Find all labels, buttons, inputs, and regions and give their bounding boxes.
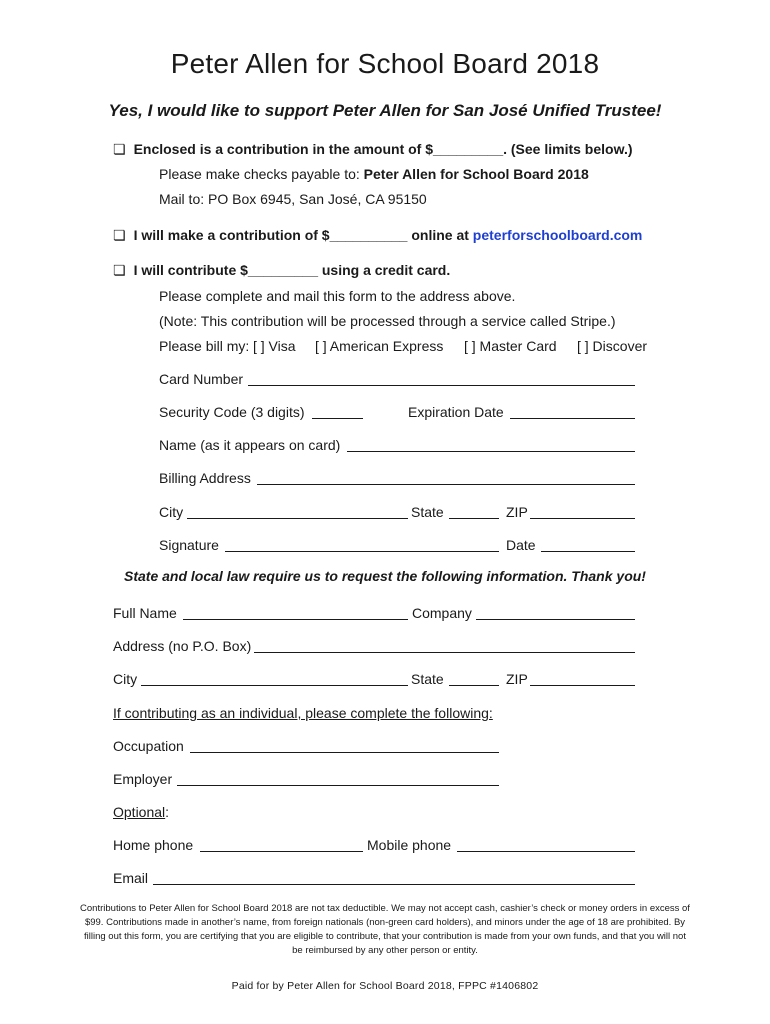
- security-code-label: Security Code (3 digits): [159, 404, 305, 420]
- billing-address-label: Billing Address: [159, 470, 251, 486]
- card-number-field[interactable]: [248, 385, 635, 386]
- company-field[interactable]: [476, 619, 635, 620]
- bill-label: Please bill my:: [159, 338, 250, 354]
- optional-label: Optional: [113, 804, 166, 820]
- city-label: City: [113, 671, 138, 687]
- zip-label: ZIP: [506, 671, 528, 687]
- signature-label: Signature: [159, 537, 219, 553]
- signature-field[interactable]: [225, 551, 499, 552]
- occupation-label: Occupation: [113, 738, 184, 754]
- employer-field[interactable]: [177, 785, 499, 786]
- card-number-label: Card Number: [159, 371, 244, 387]
- option-credit-text: I will contribute $_________ using a credit card.: [133, 262, 451, 278]
- mobile-phone-label: Mobile phone: [367, 837, 452, 853]
- cc-zip-field[interactable]: [530, 518, 635, 519]
- optional-colon: :: [165, 804, 170, 820]
- option-online-text: I will make a contribution of $__________ online at: [133, 227, 473, 243]
- optional-heading: [113, 804, 169, 820]
- email-label: Email: [113, 870, 149, 886]
- cc-state-field[interactable]: [449, 518, 499, 519]
- date-field[interactable]: [541, 551, 635, 552]
- payable-line: [159, 166, 589, 182]
- cc-city-label: City: [159, 504, 184, 520]
- card-mastercard[interactable]: [ ] Master Card: [464, 338, 557, 354]
- address-field[interactable]: [254, 652, 635, 653]
- website-link[interactable]: peterforschoolboard.com: [472, 227, 643, 243]
- cc-zip-label: ZIP: [506, 504, 528, 520]
- checkbox-credit-card[interactable]: ❏: [113, 262, 126, 278]
- email-field[interactable]: [153, 884, 635, 885]
- mail-to: Mail to: PO Box 6945, San José, CA 95150: [159, 191, 427, 207]
- option-check-text: Enclosed is a contribution in the amount of $_________. (See limits below.): [133, 141, 633, 157]
- billing-address-field[interactable]: [257, 484, 635, 485]
- name-on-card-field[interactable]: [347, 451, 635, 452]
- city-field[interactable]: [141, 685, 408, 686]
- name-on-card-label: Name (as it appears on card): [159, 437, 341, 453]
- cc-instructions: Please complete and mail this form to the address above.: [159, 288, 516, 304]
- mobile-phone-field[interactable]: [457, 851, 635, 852]
- card-visa[interactable]: [ ] Visa: [253, 338, 296, 354]
- card-amex[interactable]: [ ] American Express: [315, 338, 444, 354]
- individual-heading: If contributing as an individual, please complete the following:: [113, 705, 493, 721]
- address-label: Address (no P.O. Box): [113, 638, 252, 654]
- full-name-label: Full Name: [113, 605, 177, 621]
- payable-prefix: Please make checks payable to:: [159, 166, 364, 182]
- cc-stripe-note: (Note: This contribution will be processed through a service called Stripe.): [159, 313, 616, 329]
- paid-for-footer: Paid for by Peter Allen for School Board 2018, FPPC #1406802: [231, 980, 539, 992]
- option-credit-card[interactable]: [113, 262, 450, 279]
- employer-label: Employer: [113, 771, 173, 787]
- page-subtitle: Yes, I would like to support Peter Allen for San José Unified Trustee!: [108, 101, 662, 120]
- occupation-field[interactable]: [190, 752, 499, 753]
- option-check-contribution[interactable]: [113, 141, 633, 158]
- full-name-field[interactable]: [183, 619, 408, 620]
- home-phone-field[interactable]: [200, 851, 363, 852]
- checkbox-check-contribution[interactable]: ❏: [113, 141, 126, 157]
- cc-state-label: State: [411, 504, 444, 520]
- checkbox-online-contribution[interactable]: ❏: [113, 227, 126, 243]
- law-note: State and local law require us to request the following information. Thank you!: [124, 568, 646, 584]
- expiration-label: Expiration Date: [408, 404, 504, 420]
- page-title: Peter Allen for School Board 2018: [170, 48, 600, 79]
- zip-field[interactable]: [530, 685, 635, 686]
- disclaimer-text: Contributions to Peter Allen for School Board 2018 are not tax deductible. We may not accept cash, cashier’s check or money orders in excess of $99. Contributions made in another’s name, from foreign nationals (non-green card holders), and minors under the age of 18 are prohibited. By filling out this form, you are certifying that you are eligible to contribute, that your contribution is made from your own funds, and that you will not be reimbursed by any other person or entity.: [80, 903, 690, 956]
- card-discover[interactable]: [ ] Discover: [577, 338, 648, 354]
- option-online-contribution[interactable]: [113, 227, 642, 244]
- expiration-field[interactable]: [510, 418, 635, 419]
- security-code-field[interactable]: [312, 418, 363, 419]
- date-label: Date: [506, 537, 536, 553]
- cc-city-field[interactable]: [187, 518, 408, 519]
- state-label: State: [411, 671, 444, 687]
- payable-name: Peter Allen for School Board 2018: [363, 166, 589, 182]
- home-phone-label: Home phone: [113, 837, 194, 853]
- state-field[interactable]: [449, 685, 499, 686]
- company-label: Company: [412, 605, 472, 621]
